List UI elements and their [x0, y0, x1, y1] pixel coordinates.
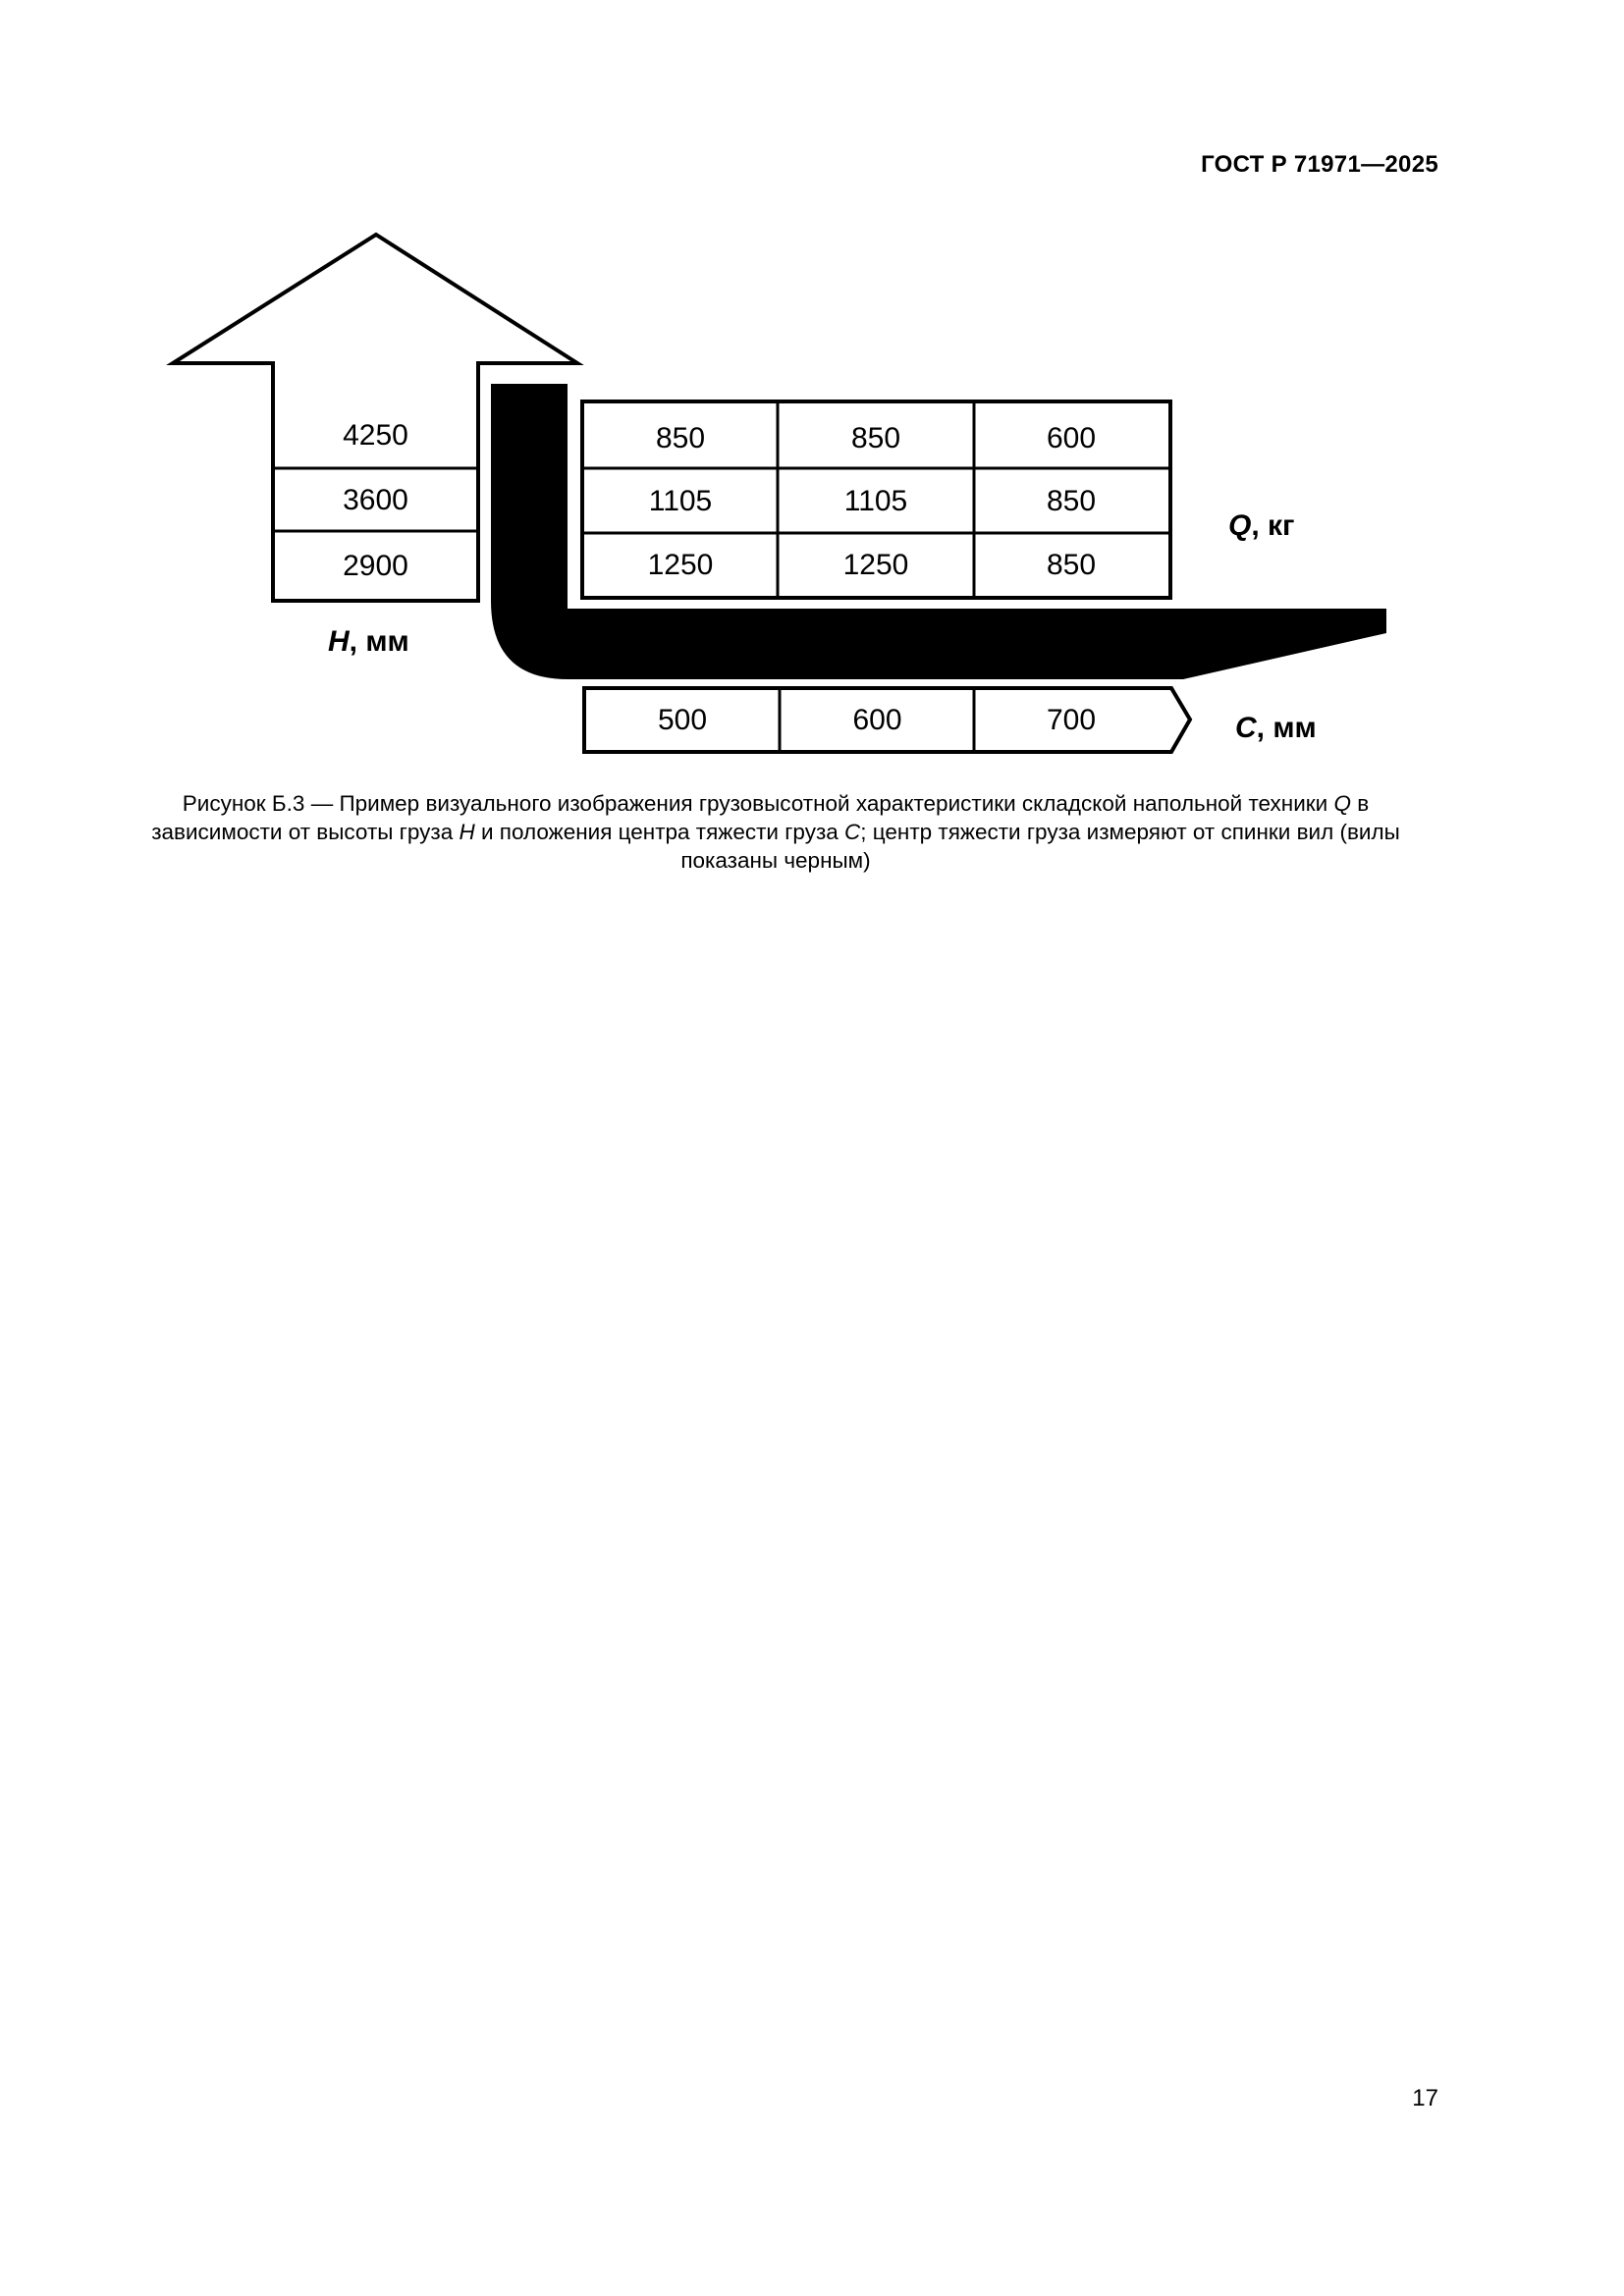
- height-value-1: 4250: [343, 419, 408, 452]
- figure-caption: [118, 789, 1434, 875]
- height-value-2: 3600: [343, 483, 408, 516]
- center-value-1: 500: [657, 703, 708, 736]
- height-symbol: H: [328, 625, 350, 658]
- load-chart-figure: [0, 0, 1624, 785]
- load-cell-r3c2: 1250: [842, 549, 909, 581]
- load-cell-r2c2: 1105: [843, 484, 908, 517]
- caption-part-4: ; центр тяжести груза измеряют от спинки вил (вилы показаны черным): [680, 820, 1400, 873]
- load-symbol: Q: [1228, 509, 1252, 542]
- load-unit: , кг: [1251, 509, 1295, 542]
- height-axis-label: [328, 625, 409, 659]
- load-cell-r3c3: 850: [1046, 549, 1097, 581]
- load-cell-r2c1: 1105: [648, 484, 713, 517]
- load-cell-r1c1: 850: [655, 422, 706, 454]
- load-cell-r2c3: 850: [1046, 484, 1097, 517]
- load-axis-label: [1228, 509, 1295, 543]
- center-value-3: 700: [1046, 703, 1097, 736]
- load-cell-r3c1: 1250: [647, 549, 714, 581]
- center-axis-label: [1235, 712, 1317, 745]
- height-unit: , мм: [349, 625, 409, 658]
- caption-part-2: в зависимости от высоты груза: [151, 791, 1370, 844]
- document-id: ГОСТ Р 71971—2025: [1201, 151, 1438, 178]
- load-cell-r1c2: 850: [850, 422, 901, 454]
- caption-part-1: Рисунок Б.3 — Пример визуального изображения грузовысотной характеристики складской напольной техники: [182, 791, 1334, 816]
- caption-symbol-c: C: [844, 820, 861, 844]
- caption-symbol-q: Q: [1333, 791, 1351, 816]
- height-value-3: 2900: [343, 549, 408, 582]
- page-number: 17: [1412, 2085, 1438, 2111]
- center-symbol: C: [1235, 712, 1257, 744]
- caption-part-3: и положения центра тяжести груза: [474, 820, 845, 844]
- caption-symbol-h: H: [459, 820, 475, 844]
- figure-graphics: [0, 0, 1624, 785]
- load-cell-r1c3: 600: [1046, 422, 1097, 454]
- center-value-2: 600: [852, 703, 902, 736]
- center-unit: , мм: [1256, 712, 1317, 744]
